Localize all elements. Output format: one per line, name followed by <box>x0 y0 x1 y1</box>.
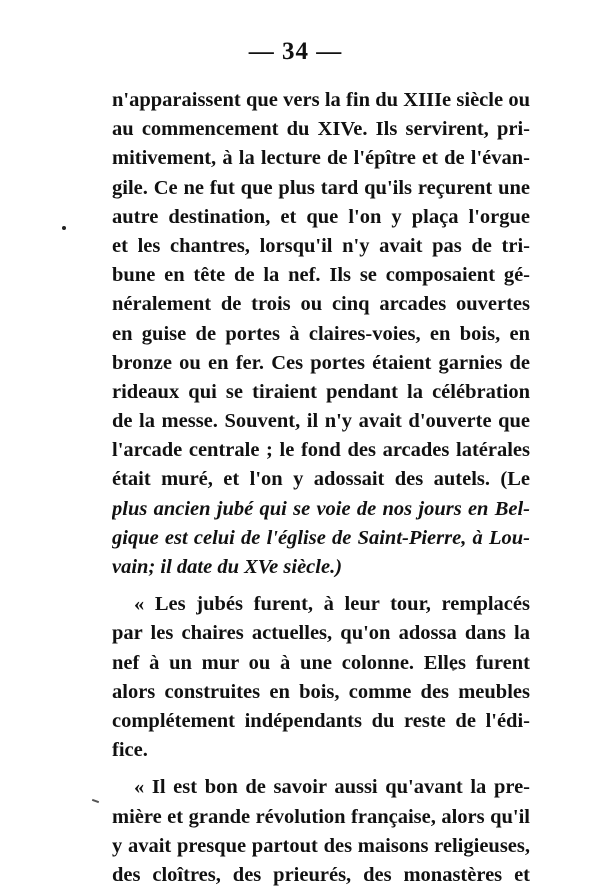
paragraph-gap <box>112 582 530 590</box>
text-line: rideaux qui se tiraient pendant la célébration <box>112 380 530 403</box>
text-line: en guise de portes à claires-voies, en bois, en <box>112 322 530 345</box>
text-line: n'apparaissent que vers la fin du XIIIe siècle ou <box>112 89 530 111</box>
text-line: fice. <box>112 739 148 762</box>
text-line: néralement de trois ou cinq arcades ouvertes <box>112 293 530 316</box>
text-line: bune en tête de la nef. Ils se composaient gé- <box>112 264 530 287</box>
text-line: mitivement, à la lecture de l'épître et de l'évan- <box>112 147 530 170</box>
paragraph-gap <box>112 765 530 773</box>
paragraph-start-line: « Il est bon de savoir aussi qu'avant la pre- <box>134 776 530 799</box>
page-number: — 34 — <box>248 38 343 65</box>
text-line: alors construites en bois, comme des meubles <box>112 680 530 703</box>
body-text <box>112 86 530 890</box>
text-line: mière et grande révolution française, alors qu'il <box>112 805 530 828</box>
text-line-italic: plus ancien jubé qui se voie de nos jours en Bel- <box>112 497 530 520</box>
text-line: par les chaires actuelles, qu'on adossa dans la <box>112 622 530 645</box>
corner-mark <box>92 799 99 803</box>
text-line: autre destination, et que l'on y plaça l'orgue <box>112 205 530 228</box>
text-line: bronze ou en fer. Ces portes étaient garnies de <box>112 351 530 374</box>
text-line-italic: gique est celui de l'église de Saint-Pierre, à Lou- <box>112 526 530 549</box>
text-line: était muré, et l'on y adossait des autels. (Le <box>112 468 530 491</box>
text-line-italic: vain; il date du XVe siècle.) <box>112 556 343 578</box>
paragraph-start-line: « Les jubés furent, à leur tour, remplacés <box>134 593 530 616</box>
text-line: complétement indépendants du reste de l'édi- <box>112 709 530 732</box>
text-line: y avait presque partout des maisons religieuses, <box>112 834 530 857</box>
text-line: au commencement du XIVe. Ils servirent, pri- <box>112 118 530 141</box>
margin-dot <box>62 226 66 230</box>
text-line: et les chantres, lorsqu'il n'y avait pas de tri- <box>112 234 530 257</box>
text-line: de la messe. Souvent, il n'y avait d'ouverte que <box>112 410 530 433</box>
text-line: l'arcade centrale ; le fond des arcades latérales <box>112 439 530 462</box>
text-line: des cloîtres, des prieurés, des monastères et <box>112 863 530 886</box>
text-line: nef à un mur ou à une colonne. Elles furent <box>112 651 530 674</box>
text-line: gile. Ce ne fut que plus tard qu'ils reçurent une <box>112 176 530 199</box>
